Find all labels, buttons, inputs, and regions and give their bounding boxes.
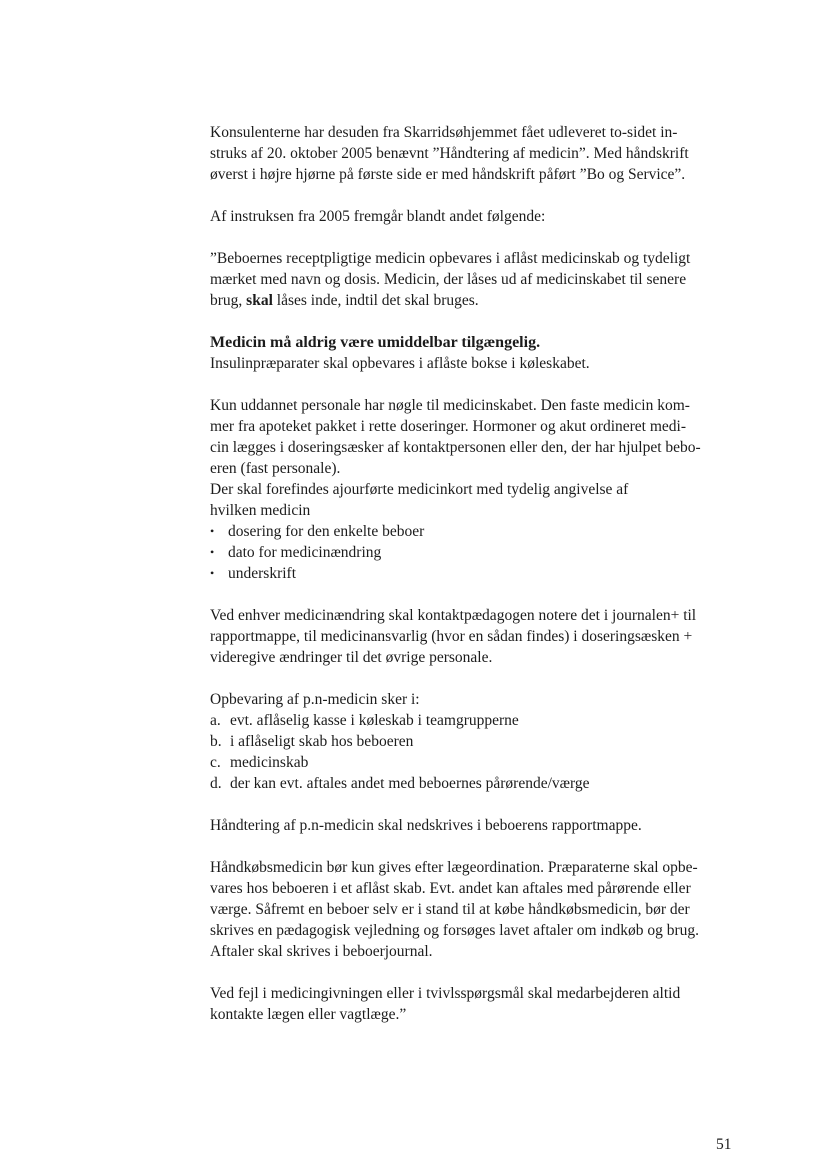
alpha-list (210, 710, 750, 794)
text-line: rapportmappe, til medicinansvarlig (hvor en sådan findes) i doseringsæsken + (210, 628, 693, 645)
emphasis-skal: skal (246, 292, 273, 309)
bullet-icon: • (210, 566, 215, 580)
paragraph-instruction-intro: Af instruksen fra 2005 fremgår blandt andet følgende: (210, 208, 546, 225)
text-line: Konsulenterne har desuden fra Skarridsøhjemmet fået udleveret to-sidet in- (210, 124, 678, 141)
text-line: låses inde, indtil det skal bruges. (272, 292, 479, 309)
text-line: Aftaler skal skrives i beboerjournal. (210, 943, 433, 960)
bullet-icon: • (210, 524, 215, 538)
list-marker: a. (210, 712, 221, 729)
text-line: hvilken medicin (210, 502, 311, 519)
paragraph-medicine-cards (210, 479, 750, 521)
list-item (210, 710, 750, 731)
text-line: Der skal forefindes ajourførte medicinkort med tydelig angivelse af (210, 481, 629, 498)
list-marker: b. (210, 733, 222, 750)
list-marker: d. (210, 775, 222, 792)
list-item-text: medicinskab (230, 754, 309, 771)
text-line: videregive ændringer til det øvrige personale. (210, 649, 493, 666)
text-line: værge. Såfremt en beboer selv er i stand til at købe håndkøbsmedicin, bør der (210, 901, 690, 918)
list-item-text: i aflåseligt skab hos beboeren (230, 733, 414, 750)
list-item (210, 542, 750, 563)
paragraph-pn-storage: Opbevaring af p.n-medicin sker i: (210, 691, 420, 708)
list-item-text: der kan evt. aftales andet med beboernes pårørende/værge (230, 775, 590, 792)
text-line: vares hos beboeren i et aflåst skab. Evt. andet kan aftales med pårørende eller (210, 880, 691, 897)
paragraph-errors (210, 983, 750, 1025)
paragraph-quote-start (210, 248, 750, 311)
text-line: Ved fejl i medicingivningen eller i tvivlsspørgsmål skal medarbejderen altid (210, 985, 681, 1002)
list-item-text: dosering for den enkelte beboer (228, 523, 425, 540)
list-item-text: dato for medicinændring (228, 544, 382, 561)
paragraph-personnel (210, 395, 750, 479)
text-line: brug, (210, 292, 247, 309)
text-line: cin lægges i doseringsæsker af kontaktpersonen eller den, der har hjulpet bebo- (210, 439, 701, 456)
section-heading: Medicin må aldrig være umiddelbar tilgængelig. (210, 334, 541, 351)
list-item-text: evt. aflåselig kasse i køleskab i teamgrupperne (230, 712, 519, 729)
page-number: 51 (716, 1136, 732, 1153)
text-line: kontakte lægen eller vagtlæge.” (210, 1006, 407, 1023)
text-line: mer fra apoteket pakket i rette doseringer. Hormoner og akut ordineret medi- (210, 418, 687, 435)
text-line: struks af 20. oktober 2005 benævnt ”Håndtering af medicin”. Med håndskrift (210, 145, 689, 162)
list-item (210, 752, 750, 773)
paragraph-pn-handling: Håndtering af p.n-medicin skal nedskrives i beboerens rapportmappe. (210, 817, 642, 834)
text-line: Kun uddannet personale har nøgle til medicinskabet. Den faste medicin kom- (210, 397, 690, 414)
list-item (210, 731, 750, 752)
paragraph-intro (210, 122, 750, 185)
bullet-list (210, 521, 750, 584)
text-line: øverst i højre hjørne på første side er med håndskrift påført ”Bo og Service”. (210, 166, 686, 183)
list-marker: c. (210, 754, 221, 771)
text-line: ”Beboernes receptpligtige medicin opbevares i aflåst medicinskab og tydeligt (210, 250, 691, 267)
bullet-icon: • (210, 545, 215, 559)
paragraph-medicine-change (210, 605, 750, 668)
page-content (210, 122, 750, 1025)
text-line: skrives en pædagogisk vejledning og forsøges lavet aftaler om indkøb og brug. (210, 922, 700, 939)
text-line: Håndkøbsmedicin bør kun gives efter lægeordination. Præparaterne skal opbe- (210, 859, 698, 876)
text-line: eren (fast personale). (210, 460, 341, 477)
text-line: Ved enhver medicinændring skal kontaktpædagogen notere det i journalen+ til (210, 607, 697, 624)
list-item (210, 773, 750, 794)
list-item (210, 521, 750, 542)
list-item-text: underskrift (228, 565, 297, 582)
text-line: mærket med navn og dosis. Medicin, der låses ud af medicinskabet til senere (210, 271, 687, 288)
list-item (210, 563, 750, 584)
paragraph-otc-medicine (210, 857, 750, 962)
paragraph-insulin: Insulinpræparater skal opbevares i aflåste bokse i køleskabet. (210, 355, 590, 372)
